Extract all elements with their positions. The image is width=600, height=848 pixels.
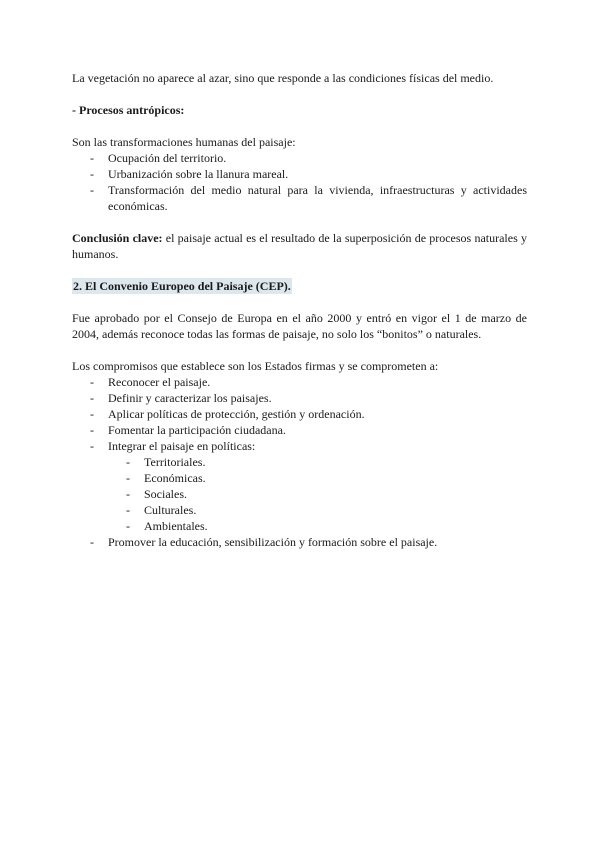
compromisos-intro: Los compromisos que establece son los Estados firmas y se comprometen a:: [72, 359, 439, 373]
list-item: - Integrar el paisaje en políticas:: [72, 438, 527, 454]
vegetacion-paragraph: La vegetación no aparece al azar, sino que responde a las condiciones físicas del medio.: [72, 71, 494, 85]
antropicos-heading: - Procesos antrópicos:: [72, 103, 185, 117]
list-item: - Sociales.: [72, 486, 527, 502]
section-2-heading-line: [72, 278, 527, 294]
list-item: - Ocupación del territorio.: [72, 150, 527, 166]
cep-paragraph: Fue aprobado por el Consejo de Europa en el año 2000 y entró en vigor el 1 de marzo de 2004, además reconoce todas las formas de paisaje, no solo los “bonitos” o naturales.: [72, 311, 527, 341]
conclusion-label: Conclusión clave:: [72, 231, 163, 245]
list-item: - Económicas.: [72, 470, 527, 486]
conclusion-text: el paisaje actual es el resultado de la superposición de procesos naturales y humanos.: [72, 231, 527, 261]
document-body: [72, 70, 527, 550]
section-2-heading: 2. El Convenio Europeo del Paisaje (CEP).: [73, 279, 291, 293]
compromisos-list: [72, 374, 527, 454]
list-item: - Aplicar políticas de protección, gestión y ordenación.: [72, 406, 527, 422]
conclusion-paragraph: [72, 230, 527, 262]
politicas-sublist: [72, 454, 527, 534]
list-item: - Definir y caracterizar los paisajes.: [72, 390, 527, 406]
antropicos-intro: Son las transformaciones humanas del paisaje:: [72, 135, 296, 149]
list-item: - Transformación del medio natural para la vivienda, infraestructuras y actividades económicas.: [72, 182, 527, 214]
antropicos-list: [72, 150, 527, 214]
list-item: - Culturales.: [72, 502, 527, 518]
list-item: - Fomentar la participación ciudadana.: [72, 422, 527, 438]
list-item: - Promover la educación, sensibilización y formación sobre el paisaje.: [72, 534, 527, 550]
list-item: - Reconocer el paisaje.: [72, 374, 527, 390]
compromisos-list-end: [72, 534, 527, 550]
list-item: - Urbanización sobre la llanura mareal.: [72, 166, 527, 182]
list-item: - Ambientales.: [72, 518, 527, 534]
list-item: - Territoriales.: [72, 454, 527, 470]
